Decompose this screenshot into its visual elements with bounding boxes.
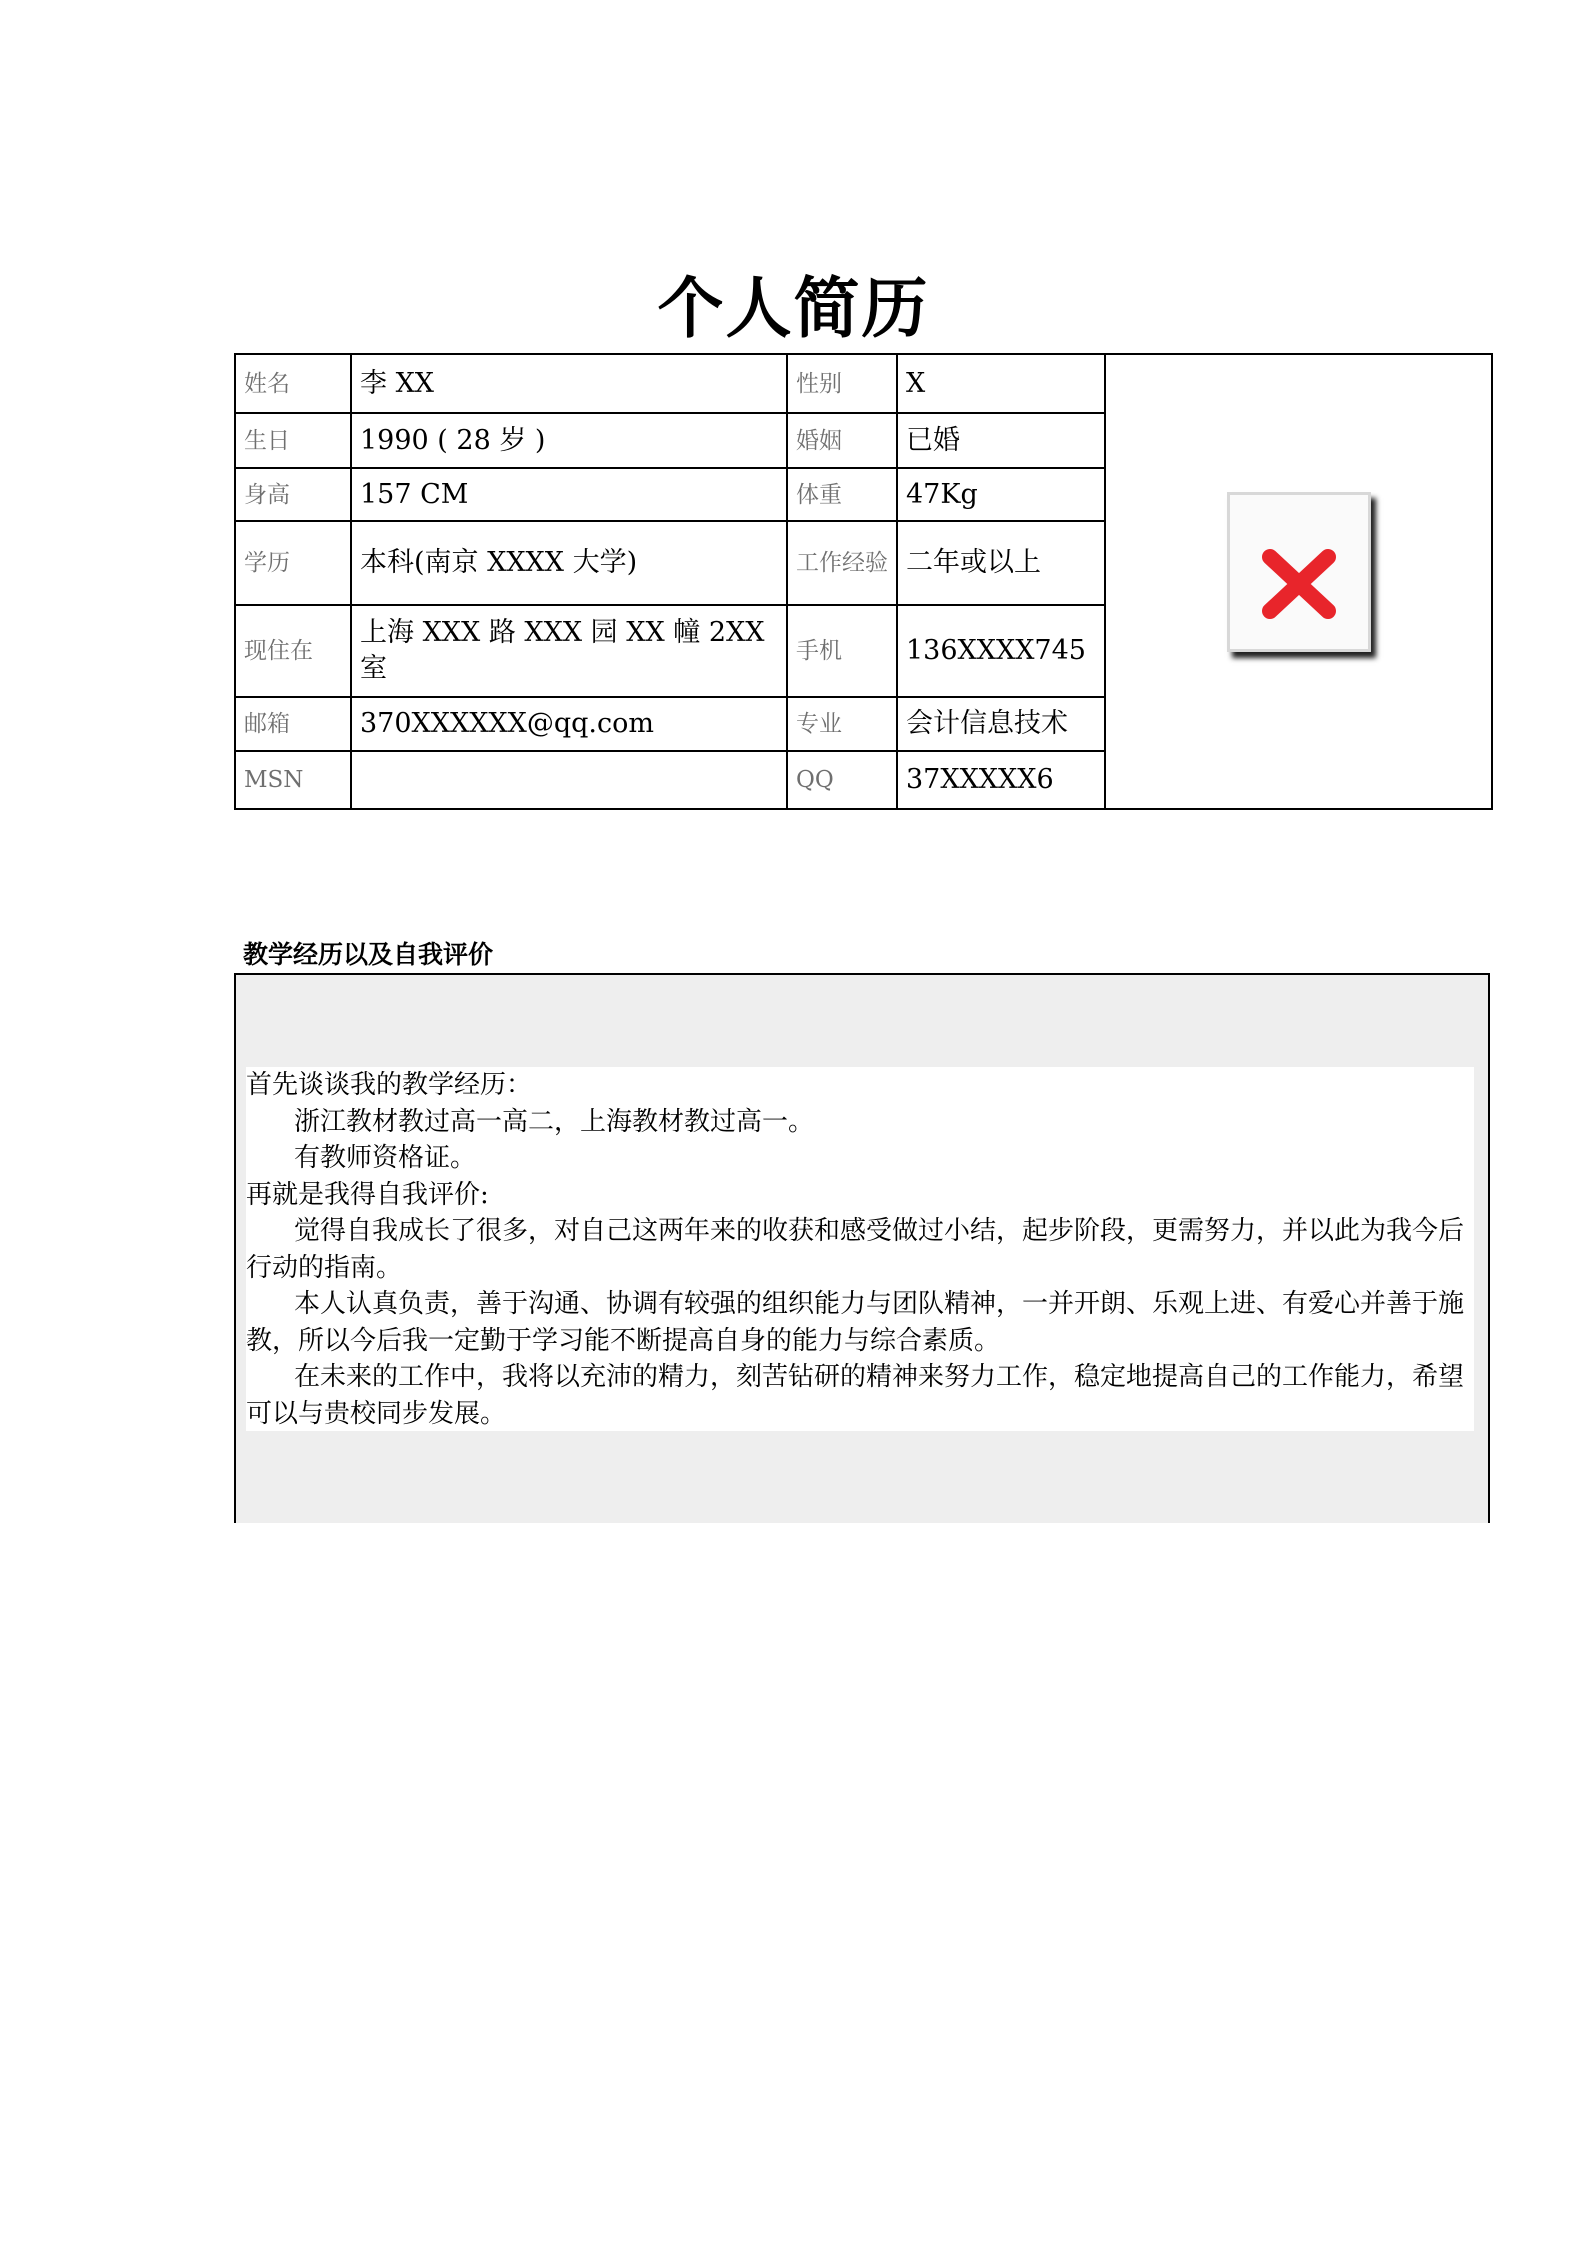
major-value: 会计信息技术 (897, 697, 1105, 751)
height-label: 身高 (235, 468, 351, 521)
section-title: 教学经历以及自我评价 (243, 940, 494, 969)
broken-image-icon (1227, 492, 1371, 652)
paragraph: 浙江教材教过高一高二，上海教材教过高一。 (294, 1106, 815, 1137)
phone-label: 手机 (787, 605, 897, 697)
experience-box (234, 973, 1490, 1523)
name-value: 李 XX (351, 354, 787, 413)
paragraph: 在未来的工作中，我将以充沛的精力，刻苦钻研的精神来努力工作，稳定地提高自己的工作能力，希望可以与贵校同步发展。 (246, 1362, 1465, 1429)
email-label: 邮箱 (235, 697, 351, 751)
paragraph: 再就是我得自我评价: (246, 1179, 489, 1210)
personal-info-table (234, 353, 1493, 810)
msn-label: MSN (235, 751, 351, 809)
paragraph: 有教师资格证。 (294, 1143, 477, 1173)
address-value: 上海 XXX 路 XXX 园 XX 幢 2XX 室 (351, 605, 787, 697)
marriage-label: 婚姻 (787, 413, 897, 468)
education-label: 学历 (235, 521, 351, 605)
experience-label: 工作经验 (787, 521, 897, 605)
height-value: 157 CM (351, 468, 787, 521)
gender-label: 性别 (787, 354, 897, 413)
birth-label: 生日 (235, 413, 351, 468)
email-value: 370XXXXXX@qq.com (351, 697, 787, 751)
paragraph: 本人认真负责，善于沟通、协调有较强的组织能力与团队精神，一并开朗、乐观上进、有爱心并善于施教，所以今后我一定勤于学习能不断提高自身的能力与综合素质。 (246, 1289, 1465, 1356)
qq-value: 37XXXXX6 (897, 751, 1105, 809)
paragraph: 觉得自我成长了很多，对自己这两年来的收获和感受做过小结，起步阶段，更需努力，并以此为我今后行动的指南。 (246, 1216, 1465, 1283)
address-label: 现住在 (235, 605, 351, 697)
weight-label: 体重 (787, 468, 897, 521)
gender-value: X (897, 354, 1105, 413)
education-value: 本科(南京 XXXX 大学) (351, 521, 787, 605)
table-row (235, 354, 1492, 413)
birth-value: 1990 ( 28 岁 ) (351, 413, 787, 468)
marriage-value: 已婚 (897, 413, 1105, 468)
page-title: 个人简历 (657, 269, 930, 347)
weight-value: 47Kg (897, 468, 1105, 521)
paragraph: 首先谈谈我的教学经历： (246, 1070, 533, 1100)
major-label: 专业 (787, 697, 897, 751)
photo-cell (1105, 354, 1492, 809)
msn-value (351, 751, 787, 809)
experience-text (246, 1067, 1474, 1431)
experience-value: 二年或以上 (897, 521, 1105, 605)
name-label: 姓名 (235, 354, 351, 413)
qq-label: QQ (787, 751, 897, 809)
phone-value: 136XXXX745 (897, 605, 1105, 697)
